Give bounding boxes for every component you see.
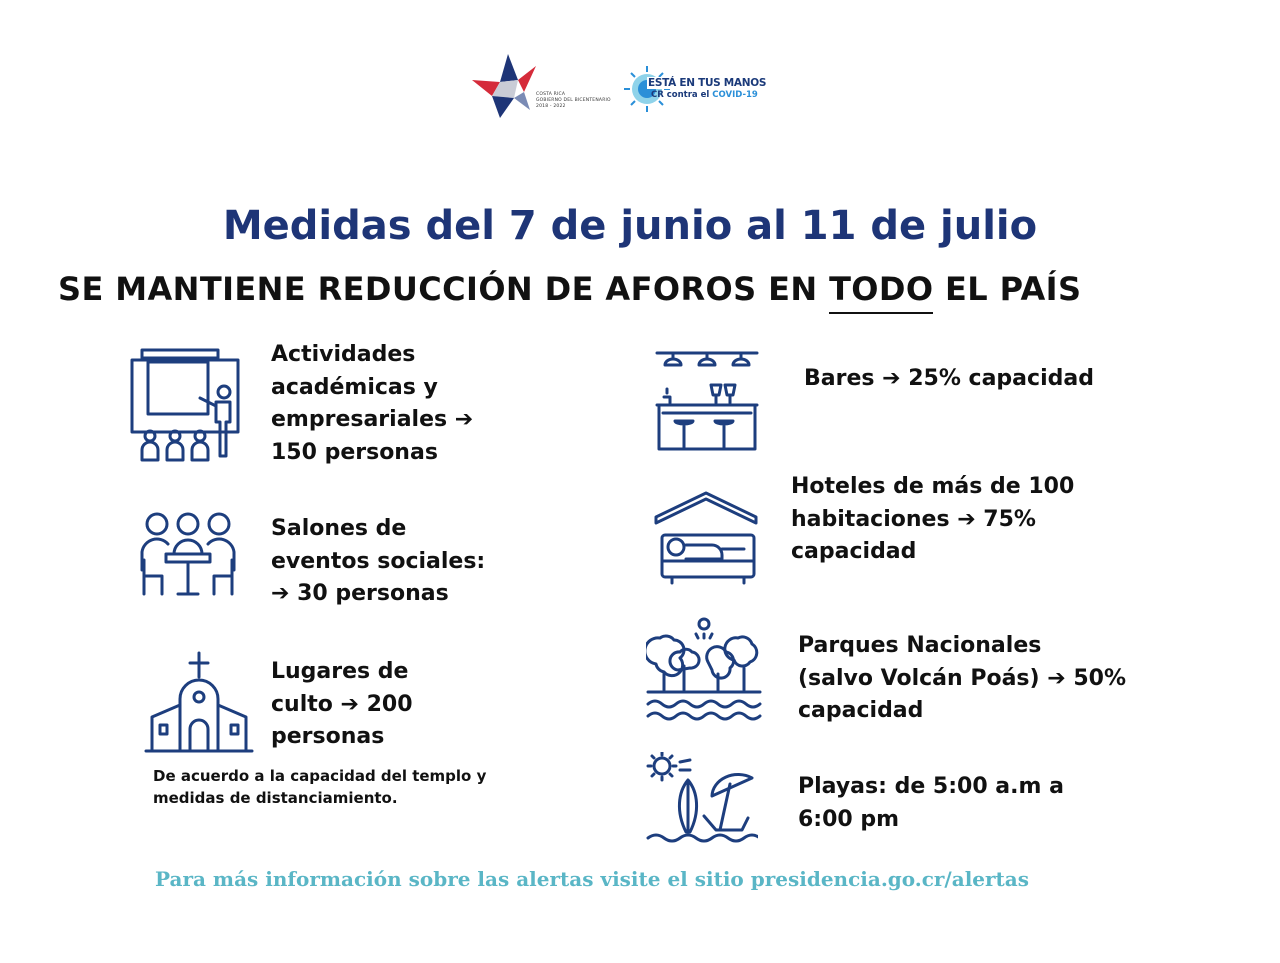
item-line: eventos sociales: (271, 548, 486, 574)
item-line: habitaciones ➔ 75% (791, 506, 1036, 532)
item-line: ➔ 30 personas (271, 581, 449, 606)
covid-logo-line2 (651, 90, 758, 100)
item-line: 150 personas (271, 439, 438, 465)
item-line: personas (271, 724, 385, 749)
note-line: De acuerdo a la capacidad del templo y (153, 767, 487, 785)
beach-icon (646, 752, 758, 848)
bar-icon (655, 349, 761, 453)
covid-logo-line1: ESTÁ EN TUS MANOS (648, 77, 767, 89)
item-event-halls (271, 513, 485, 611)
item-line: Lugares de (271, 659, 409, 684)
item-bars (804, 363, 1094, 396)
item-hotels (791, 471, 1074, 569)
item-line: Parques Nacionales (798, 633, 1042, 658)
item-line: empresariales ➔ (271, 407, 474, 432)
item-national-parks (798, 630, 1126, 728)
item-line: culto ➔ 200 (271, 691, 413, 717)
item-beaches (798, 771, 1064, 836)
costa-rica-logo-text: COSTA RICA GOBIERNO DEL BICENTENARIO 2018 - 2022 (536, 92, 611, 109)
footer-info-text: Para más información sobre las alertas visite el sitio presidencia.go.cr/alertas (155, 867, 1030, 891)
page-title: Medidas del 7 de junio al 11 de julio (222, 203, 1038, 249)
item-line: académicas y (271, 374, 438, 400)
item-academic-activities (271, 339, 473, 469)
national-park-icon (646, 616, 762, 722)
note-line: medidas de distanciamiento. (153, 789, 398, 807)
item-line: Actividades (271, 342, 416, 367)
item-line: capacidad (791, 539, 917, 564)
item-line: 6:00 pm (798, 806, 900, 832)
worship-note (153, 765, 486, 809)
subtitle-before: SE MANTIENE REDUCCIÓN DE AFOROS EN (58, 270, 830, 308)
presentation-icon (128, 348, 244, 464)
item-line: capacidad (798, 698, 924, 723)
item-line: Hoteles de más de 100 (791, 474, 1075, 499)
item-line: (salvo Volcán Poás) ➔ 50% (798, 665, 1126, 691)
church-icon (144, 651, 254, 753)
subtitle-underlined: TODO (829, 270, 933, 314)
subtitle-after: EL PAÍS (933, 270, 1082, 308)
event-hall-icon (140, 510, 236, 596)
item-line: Bares ➔ 25% capacidad (804, 366, 1094, 391)
item-line: Playas: de 5:00 a.m a (798, 774, 1064, 799)
hotel-bed-icon (654, 489, 760, 585)
covid-logo-line2a: CR contra el (651, 90, 710, 100)
item-worship-places (271, 656, 413, 754)
covid-logo-line2b: COVID-19 (712, 90, 758, 100)
item-line: Salones de (271, 516, 407, 541)
page-subtitle (58, 270, 1081, 308)
